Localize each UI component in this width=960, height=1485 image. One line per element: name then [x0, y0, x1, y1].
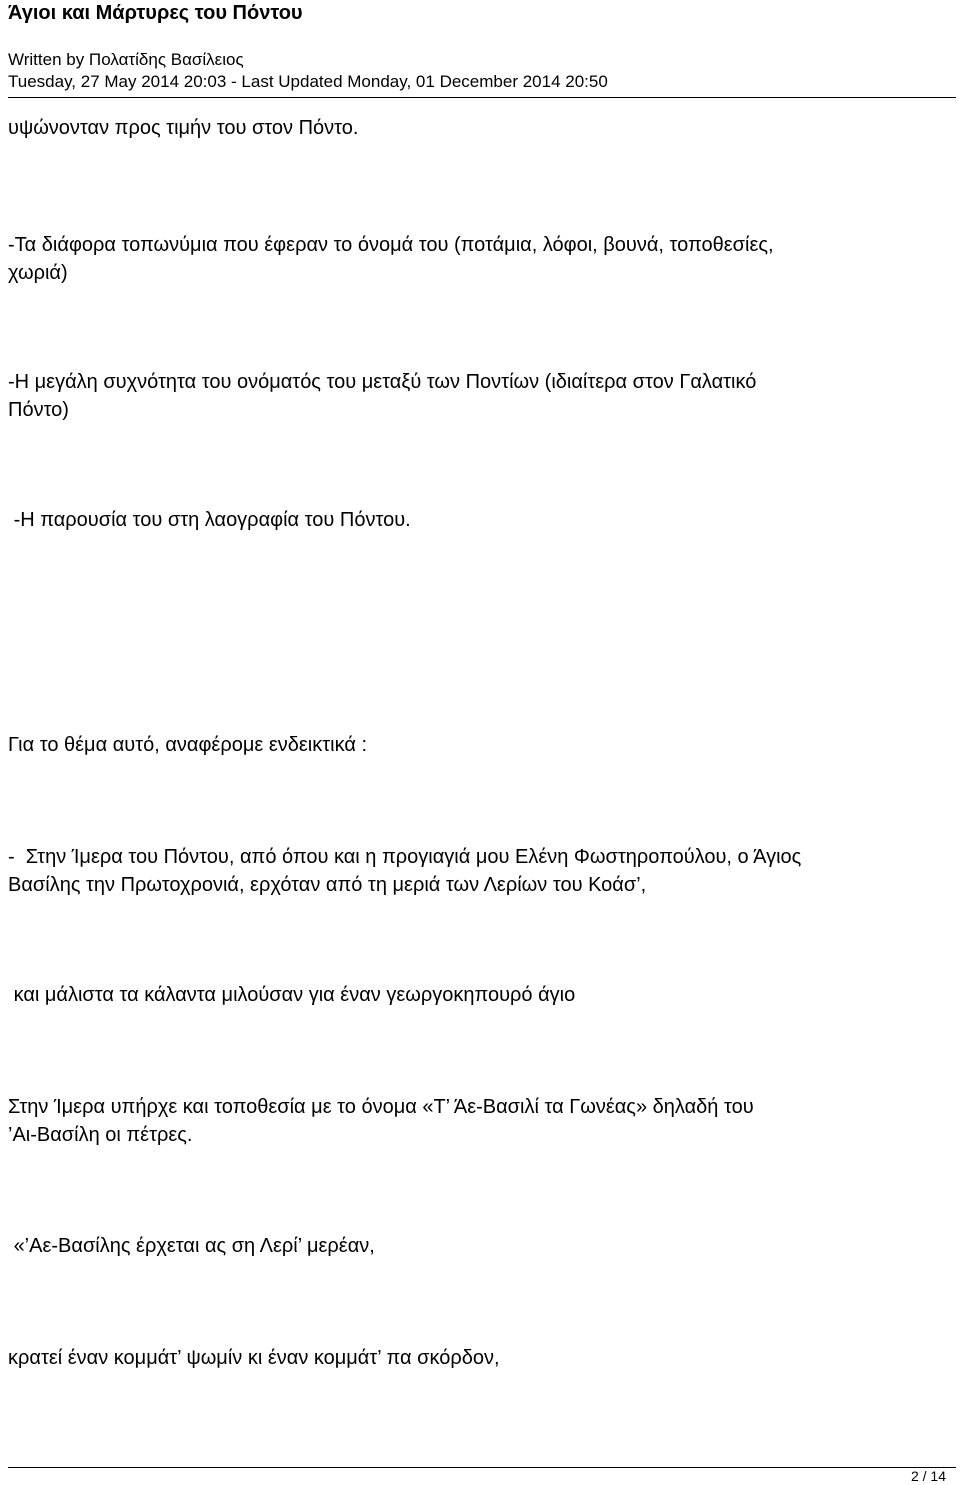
paragraph-3: -Η μεγάλη συχνότητα του ονόματός του μεταξύ των Ποντίων (ιδιαίτερα στον Γαλατικό Πόντο)	[8, 371, 757, 421]
page-title: Άγιοι και Μάρτυρες του Πόντου	[8, 2, 303, 24]
paragraph-7: και μάλιστα τα κάλαντα μιλούσαν για έναν γεωργοκηπουρό άγιο	[8, 984, 576, 1006]
header-divider	[8, 97, 956, 98]
paragraph-9: «’Αε-Βασίλης έρχεται ας ση Λερί’ μερέαν,	[8, 1235, 375, 1257]
dates-line: Tuesday, 27 May 2014 20:03 - Last Updated Monday, 01 December 2014 20:50	[8, 72, 608, 91]
paragraph-6: - Στην Ίμερα του Πόντου, από όπου και η προγιαγιά μου Ελένη Φωστηροπούλου, ο Άγιος Βασίλης την Πρωτοχρονιά, ερχόταν από τη μεριά των Λερίων του Κοάσ’,	[8, 846, 802, 896]
author-line: Written by Πολατίδης Βασίλειος	[8, 50, 244, 69]
page-number: 2 / 14	[910, 1468, 946, 1484]
paragraph-2: -Τα διάφορα τοπωνύμια που έφεραν το όνομά του (ποτάμια, λόφοι, βουνά, τοποθεσίες, χωριά)	[8, 234, 774, 284]
paragraph-10: κρατεί έναν κομμάτ’ ψωμίν κι έναν κομμάτ’ πα σκόρδον,	[8, 1347, 500, 1369]
paragraph-8: Στην Ίμερα υπήρχε και τοποθεσία με το όνομα «Τ’ Άε-Βασιλί τα Γωνέας» δηλαδή του ’Αι-Βασίλη οι πέτρες.	[8, 1096, 754, 1146]
footer-divider	[8, 1467, 956, 1468]
paragraph-5: Για το θέμα αυτό, αναφέρομε ενδεικτικά :	[8, 734, 368, 756]
paragraph-1: υψώνονταν προς τιμήν του στον Πόντο.	[8, 117, 359, 139]
paragraph-4: -Η παρουσία του στη λαογραφία του Πόντου.	[8, 509, 411, 531]
